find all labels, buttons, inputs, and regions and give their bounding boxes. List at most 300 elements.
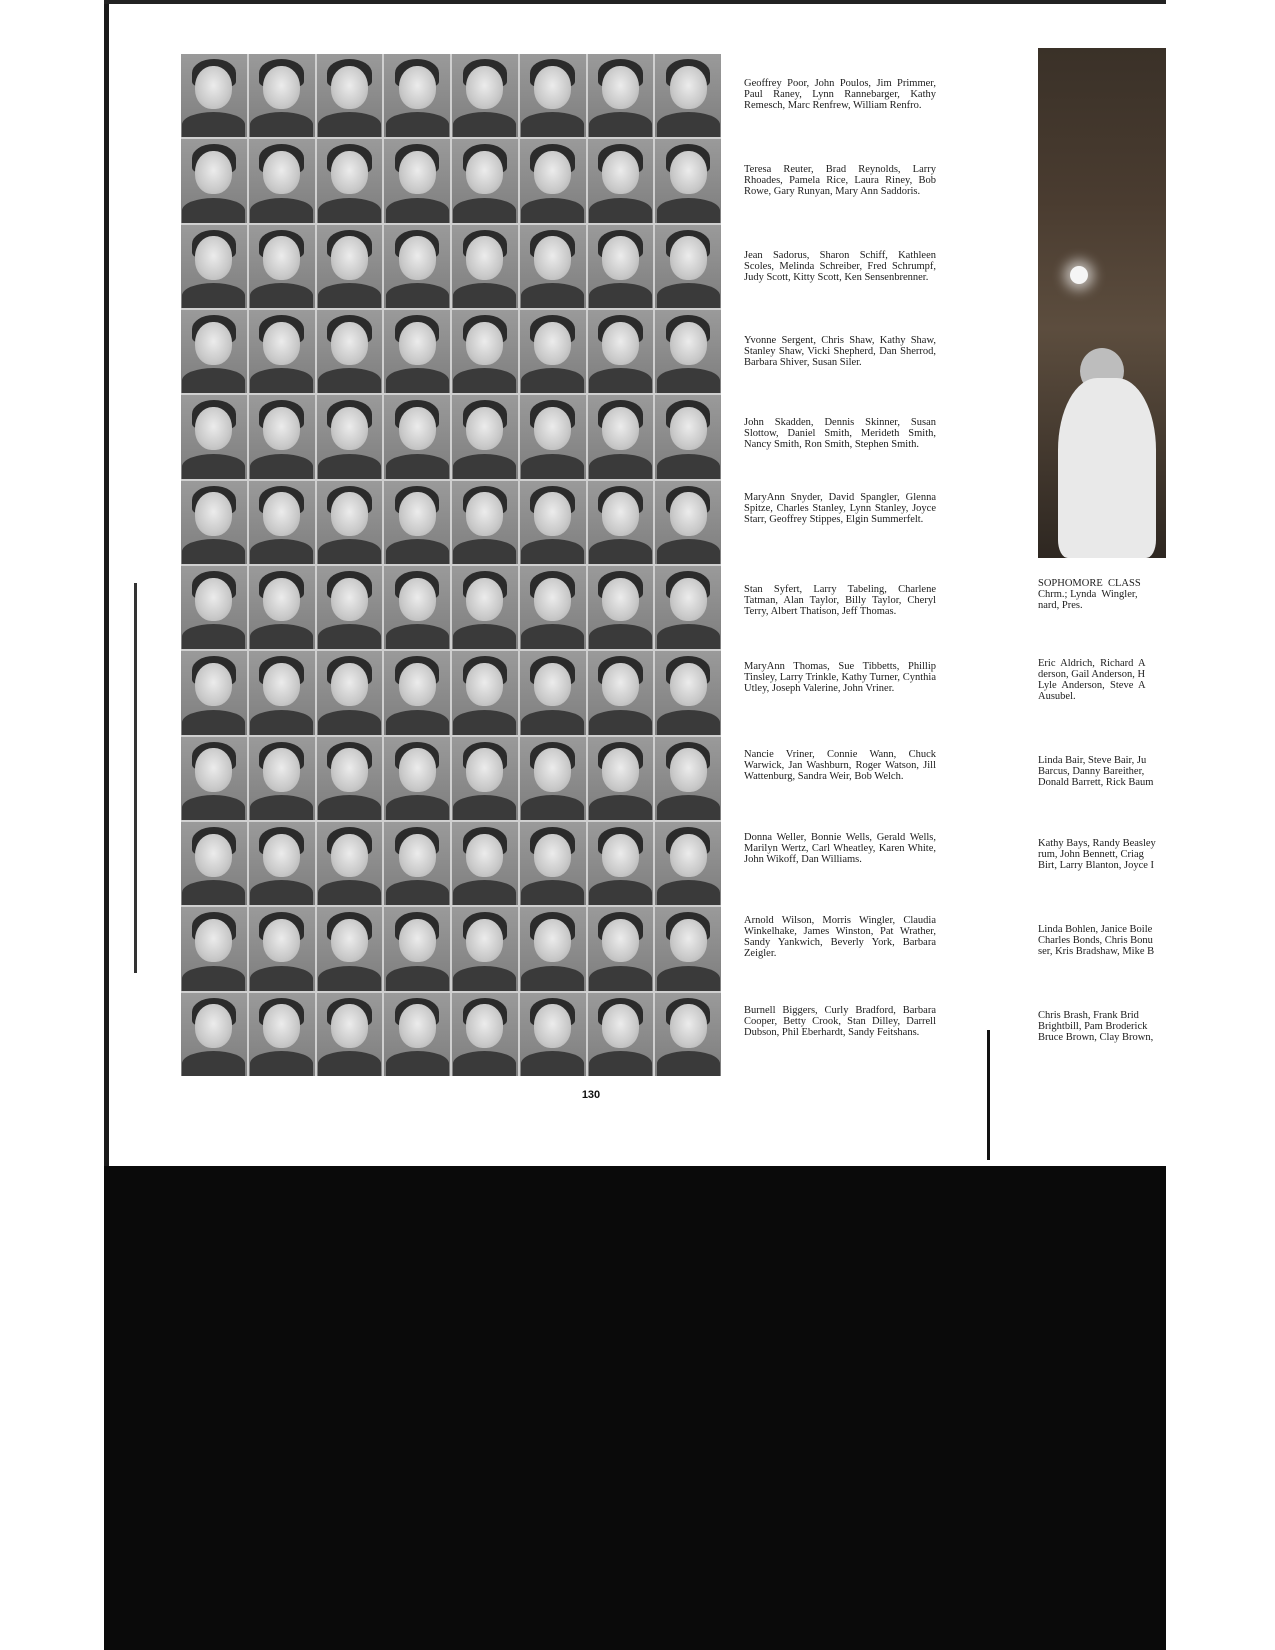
portrait-shoulders xyxy=(386,966,449,991)
portrait-face xyxy=(602,578,639,621)
portrait-shoulders xyxy=(657,112,720,137)
student-portrait xyxy=(452,54,518,137)
portrait-shoulders xyxy=(386,198,449,223)
portrait-shoulders xyxy=(182,283,245,308)
student-portrait xyxy=(249,822,315,905)
portrait-face xyxy=(399,322,436,365)
facing-caption-2: Linda Bair, Steve Bair, Ju Barcus, Danny Bareither, Donald Barrett, Rick Baum xyxy=(1038,755,1154,788)
portrait-face xyxy=(534,151,571,194)
student-portrait xyxy=(317,139,383,222)
portrait-shoulders xyxy=(521,112,584,137)
portrait-face xyxy=(670,748,707,791)
portrait-face xyxy=(331,1004,368,1047)
caption-row-3: Jean Sadorus, Sharon Schiff, Kathleen Scoles, Melinda Schreiber, Fred Schrumpf, Judy Scott, Kitty Scott, Ken Sensenbrenner. xyxy=(744,250,936,283)
portrait-shoulders xyxy=(521,966,584,991)
portrait-face xyxy=(534,236,571,279)
portrait-shoulders xyxy=(453,539,516,564)
portrait-shoulders xyxy=(521,539,584,564)
portrait-shoulders xyxy=(386,710,449,735)
portrait-face xyxy=(195,407,232,450)
portrait-face xyxy=(670,1004,707,1047)
portrait-shoulders xyxy=(386,624,449,649)
portrait-face xyxy=(263,1004,300,1047)
student-portrait xyxy=(520,907,586,990)
caption-row-6: MaryAnn Snyder, David Spangler, Glenna Spitze, Charles Stanley, Lynn Stanley, Joyce Starr, Geoffrey Stippes, Elgin Summerfelt. xyxy=(744,492,936,525)
student-portrait xyxy=(655,566,721,649)
portrait-shoulders xyxy=(657,880,720,905)
portrait-shoulders xyxy=(386,1051,449,1076)
student-portrait xyxy=(384,993,450,1076)
student-portrait xyxy=(181,822,247,905)
student-portrait xyxy=(655,737,721,820)
portrait-face xyxy=(263,578,300,621)
student-portrait xyxy=(452,225,518,308)
student-portrait xyxy=(655,225,721,308)
portrait-shoulders xyxy=(318,198,381,223)
student-portrait xyxy=(520,566,586,649)
portrait-face xyxy=(263,407,300,450)
student-portrait xyxy=(317,310,383,393)
portrait-face xyxy=(331,236,368,279)
portrait-face xyxy=(195,663,232,706)
portrait-face xyxy=(466,66,503,109)
student-portrait xyxy=(588,737,654,820)
portrait-shoulders xyxy=(250,880,313,905)
portrait-shoulders xyxy=(250,966,313,991)
portrait-shoulders xyxy=(453,880,516,905)
portrait-shoulders xyxy=(318,368,381,393)
student-portrait xyxy=(249,395,315,478)
student-portrait xyxy=(317,737,383,820)
portrait-shoulders xyxy=(386,454,449,479)
portrait-shoulders xyxy=(250,368,313,393)
portrait-face xyxy=(466,151,503,194)
student-portrait xyxy=(181,139,247,222)
student-portrait xyxy=(452,395,518,478)
portrait-shoulders xyxy=(182,1051,245,1076)
portrait-face xyxy=(670,578,707,621)
portrait-shoulders xyxy=(589,198,652,223)
portrait-face xyxy=(195,1004,232,1047)
portrait-face xyxy=(534,66,571,109)
caption-row-5: John Skadden, Dennis Skinner, Susan Slottow, Daniel Smith, Merideth Smith, Nancy Smith, Ron Smith, Stephen Smith. xyxy=(744,417,936,450)
portrait-shoulders xyxy=(318,1051,381,1076)
portrait-face xyxy=(534,1004,571,1047)
portrait-face xyxy=(466,407,503,450)
portrait-shoulders xyxy=(182,198,245,223)
student-portrait xyxy=(384,566,450,649)
portrait-face xyxy=(263,492,300,535)
portrait-shoulders xyxy=(453,795,516,820)
portrait-face xyxy=(331,407,368,450)
portrait-shoulders xyxy=(250,624,313,649)
portrait-shoulders xyxy=(250,1051,313,1076)
student-portrait xyxy=(317,566,383,649)
portrait-shoulders xyxy=(589,880,652,905)
portrait-face xyxy=(670,834,707,877)
portrait-shoulders xyxy=(453,198,516,223)
portrait-face xyxy=(195,236,232,279)
portrait-face xyxy=(195,492,232,535)
portrait-shoulders xyxy=(521,1051,584,1076)
portrait-face xyxy=(466,322,503,365)
portrait-shoulders xyxy=(318,966,381,991)
page-top-edge xyxy=(104,0,1166,4)
portrait-shoulders xyxy=(521,880,584,905)
portrait-shoulders xyxy=(453,368,516,393)
portrait-face xyxy=(195,151,232,194)
student-portrait xyxy=(520,395,586,478)
portrait-face xyxy=(195,578,232,621)
portrait-shoulders xyxy=(250,112,313,137)
student-portrait xyxy=(452,822,518,905)
portrait-face xyxy=(670,407,707,450)
portrait-face xyxy=(263,322,300,365)
portrait-shoulders xyxy=(589,1051,652,1076)
portrait-face xyxy=(534,407,571,450)
portrait-shoulders xyxy=(182,966,245,991)
portrait-face xyxy=(466,919,503,962)
student-portrait xyxy=(520,481,586,564)
facing-caption-1: Eric Aldrich, Richard A derson, Gail Anderson, H Lyle Anderson, Steve A Ausubel. xyxy=(1038,658,1146,702)
portrait-face xyxy=(195,834,232,877)
student-portrait xyxy=(249,907,315,990)
student-portrait xyxy=(655,310,721,393)
student-portrait xyxy=(588,907,654,990)
portrait-face xyxy=(195,66,232,109)
facing-caption-4: Linda Bohlen, Janice Boile Charles Bonds, Chris Bonu ser, Kris Bradshaw, Mike B xyxy=(1038,924,1155,957)
portrait-shoulders xyxy=(589,368,652,393)
student-portrait xyxy=(384,822,450,905)
facing-photo-caption: SOPHOMORE CLASS Chrm.; Lynda Wingler, nard, Pres. xyxy=(1038,578,1141,611)
student-portrait xyxy=(452,481,518,564)
portrait-face xyxy=(670,151,707,194)
portrait-face xyxy=(602,919,639,962)
portrait-face xyxy=(399,1004,436,1047)
portrait-face xyxy=(670,322,707,365)
student-portrait xyxy=(181,481,247,564)
portrait-face xyxy=(534,578,571,621)
portrait-face xyxy=(466,834,503,877)
portrait-face xyxy=(399,236,436,279)
portrait-shoulders xyxy=(182,880,245,905)
student-portrait xyxy=(384,225,450,308)
portrait-shoulders xyxy=(657,795,720,820)
student-portrait-grid xyxy=(181,54,721,1076)
portrait-shoulders xyxy=(657,283,720,308)
portrait-face xyxy=(534,663,571,706)
portrait-shoulders xyxy=(589,539,652,564)
portrait-shoulders xyxy=(657,454,720,479)
portrait-shoulders xyxy=(386,283,449,308)
student-portrait xyxy=(317,651,383,734)
portrait-shoulders xyxy=(318,795,381,820)
student-portrait xyxy=(655,822,721,905)
portrait-shoulders xyxy=(589,624,652,649)
portrait-shoulders xyxy=(657,198,720,223)
page-number: 130 xyxy=(581,1089,601,1101)
binding-fold xyxy=(987,1030,990,1160)
student-portrait xyxy=(655,395,721,478)
portrait-face xyxy=(195,748,232,791)
student-portrait xyxy=(520,225,586,308)
portrait-face xyxy=(399,748,436,791)
portrait-shoulders xyxy=(657,1051,720,1076)
student-portrait xyxy=(384,139,450,222)
student-portrait xyxy=(655,481,721,564)
portrait-face xyxy=(399,834,436,877)
student-portrait xyxy=(588,139,654,222)
portrait-shoulders xyxy=(521,795,584,820)
caption-row-9: Nancie Vriner, Connie Wann, Chuck Warwick, Jan Washburn, Roger Watson, Jill Wattenburg, Sandra Weir, Bob Welch. xyxy=(744,749,936,782)
student-portrait xyxy=(520,993,586,1076)
portrait-shoulders xyxy=(453,966,516,991)
portrait-face xyxy=(602,322,639,365)
portrait-face xyxy=(602,748,639,791)
portrait-face xyxy=(602,663,639,706)
student-portrait xyxy=(384,54,450,137)
portrait-shoulders xyxy=(250,198,313,223)
portrait-face xyxy=(399,66,436,109)
portrait-shoulders xyxy=(657,368,720,393)
portrait-face xyxy=(331,919,368,962)
portrait-shoulders xyxy=(521,368,584,393)
portrait-face xyxy=(399,663,436,706)
student-portrait xyxy=(317,993,383,1076)
portrait-shoulders xyxy=(521,710,584,735)
portrait-face xyxy=(670,663,707,706)
portrait-face xyxy=(602,1004,639,1047)
student-portrait xyxy=(384,310,450,393)
portrait-face xyxy=(466,492,503,535)
student-portrait xyxy=(249,139,315,222)
student-portrait xyxy=(655,907,721,990)
student-portrait xyxy=(588,225,654,308)
scanner-margin-right xyxy=(1166,0,1275,1650)
student-figure xyxy=(1058,378,1156,558)
portrait-face xyxy=(670,919,707,962)
portrait-shoulders xyxy=(318,454,381,479)
portrait-face xyxy=(534,919,571,962)
portrait-shoulders xyxy=(657,624,720,649)
portrait-shoulders xyxy=(318,283,381,308)
portrait-face xyxy=(399,492,436,535)
portrait-face xyxy=(670,492,707,535)
student-portrait xyxy=(317,907,383,990)
facing-caption-5: Chris Brash, Frank Brid Brightbill, Pam Broderick Bruce Brown, Clay Brown, xyxy=(1038,1010,1154,1043)
scan-artifact-bar xyxy=(134,583,137,973)
student-portrait xyxy=(181,651,247,734)
portrait-shoulders xyxy=(521,283,584,308)
portrait-face xyxy=(534,748,571,791)
student-portrait xyxy=(588,651,654,734)
portrait-face xyxy=(670,236,707,279)
portrait-face xyxy=(399,151,436,194)
student-portrait xyxy=(249,566,315,649)
student-portrait xyxy=(655,993,721,1076)
portrait-face xyxy=(263,66,300,109)
portrait-shoulders xyxy=(453,1051,516,1076)
student-portrait xyxy=(181,907,247,990)
student-portrait xyxy=(588,993,654,1076)
portrait-face xyxy=(670,66,707,109)
portrait-shoulders xyxy=(386,368,449,393)
student-portrait xyxy=(181,395,247,478)
portrait-face xyxy=(602,66,639,109)
student-portrait xyxy=(317,481,383,564)
facing-caption-3: Kathy Bays, Randy Beasley rum, John Bennett, Criag Birt, Larry Blanton, Joyce I xyxy=(1038,838,1156,871)
portrait-shoulders xyxy=(657,710,720,735)
portrait-face xyxy=(602,492,639,535)
portrait-shoulders xyxy=(182,795,245,820)
student-portrait xyxy=(317,225,383,308)
student-portrait xyxy=(181,54,247,137)
portrait-shoulders xyxy=(250,710,313,735)
caption-row-8: MaryAnn Thomas, Sue Tibbetts, Phillip Tinsley, Larry Trinkle, Kathy Turner, Cynthia Utley, Joseph Valerine, John Vriner. xyxy=(744,661,936,694)
student-portrait xyxy=(655,54,721,137)
student-portrait xyxy=(588,822,654,905)
student-portrait xyxy=(452,310,518,393)
caption-row-4: Yvonne Sergent, Chris Shaw, Kathy Shaw, Stanley Shaw, Vicki Shepherd, Dan Sherrod, Barbara Shiver, Susan Siler. xyxy=(744,335,936,368)
portrait-shoulders xyxy=(250,795,313,820)
caption-row-1: Geoffrey Poor, John Poulos, Jim Primmer, Paul Raney, Lynn Rannebarger, Kathy Remesch, Marc Renfrew, William Renfro. xyxy=(744,78,936,111)
student-portrait xyxy=(520,737,586,820)
student-portrait xyxy=(588,310,654,393)
portrait-face xyxy=(534,492,571,535)
student-portrait xyxy=(249,54,315,137)
portrait-shoulders xyxy=(589,966,652,991)
portrait-shoulders xyxy=(250,454,313,479)
student-portrait xyxy=(520,139,586,222)
lamp-highlight xyxy=(1070,266,1088,284)
portrait-shoulders xyxy=(182,112,245,137)
portrait-shoulders xyxy=(453,283,516,308)
student-portrait xyxy=(588,395,654,478)
portrait-shoulders xyxy=(318,112,381,137)
portrait-shoulders xyxy=(318,539,381,564)
student-portrait xyxy=(181,566,247,649)
portrait-face xyxy=(399,407,436,450)
portrait-face xyxy=(331,748,368,791)
student-portrait xyxy=(452,907,518,990)
portrait-shoulders xyxy=(318,624,381,649)
student-portrait xyxy=(655,139,721,222)
student-portrait xyxy=(249,737,315,820)
portrait-shoulders xyxy=(521,624,584,649)
portrait-shoulders xyxy=(453,710,516,735)
portrait-face xyxy=(263,834,300,877)
portrait-face xyxy=(331,834,368,877)
scanner-bed-shadow xyxy=(104,1166,1166,1650)
student-portrait xyxy=(588,54,654,137)
portrait-shoulders xyxy=(250,539,313,564)
student-portrait xyxy=(520,54,586,137)
student-portrait xyxy=(384,907,450,990)
portrait-face xyxy=(602,151,639,194)
portrait-face xyxy=(263,663,300,706)
student-portrait xyxy=(655,651,721,734)
portrait-face xyxy=(399,919,436,962)
portrait-face xyxy=(331,66,368,109)
student-portrait xyxy=(588,481,654,564)
portrait-face xyxy=(331,151,368,194)
student-portrait xyxy=(181,310,247,393)
portrait-face xyxy=(331,492,368,535)
student-portrait xyxy=(452,737,518,820)
student-portrait xyxy=(452,566,518,649)
portrait-face xyxy=(331,663,368,706)
portrait-face xyxy=(466,1004,503,1047)
portrait-face xyxy=(263,748,300,791)
student-portrait xyxy=(384,395,450,478)
student-portrait xyxy=(588,566,654,649)
portrait-face xyxy=(195,919,232,962)
student-portrait xyxy=(452,993,518,1076)
student-portrait xyxy=(249,651,315,734)
portrait-shoulders xyxy=(386,880,449,905)
portrait-face xyxy=(534,834,571,877)
portrait-face xyxy=(195,322,232,365)
portrait-face xyxy=(466,578,503,621)
portrait-face xyxy=(399,578,436,621)
portrait-shoulders xyxy=(182,454,245,479)
portrait-shoulders xyxy=(521,454,584,479)
caption-row-11: Arnold Wilson, Morris Wingler, Claudia Winkelhake, James Winston, Pat Wrather, Sandy Yankwich, Beverly York, Barbara Zeigler. xyxy=(744,915,936,959)
portrait-shoulders xyxy=(182,624,245,649)
portrait-shoulders xyxy=(318,880,381,905)
portrait-face xyxy=(331,322,368,365)
portrait-face xyxy=(466,748,503,791)
portrait-face xyxy=(602,834,639,877)
student-portrait xyxy=(181,737,247,820)
portrait-face xyxy=(602,236,639,279)
portrait-shoulders xyxy=(589,710,652,735)
scanner-margin xyxy=(0,0,104,1650)
portrait-shoulders xyxy=(453,454,516,479)
portrait-shoulders xyxy=(182,368,245,393)
student-portrait xyxy=(384,481,450,564)
portrait-shoulders xyxy=(453,624,516,649)
student-portrait xyxy=(181,993,247,1076)
student-portrait xyxy=(249,310,315,393)
student-portrait xyxy=(520,651,586,734)
portrait-shoulders xyxy=(453,112,516,137)
portrait-face xyxy=(466,236,503,279)
portrait-shoulders xyxy=(182,539,245,564)
portrait-shoulders xyxy=(318,710,381,735)
student-portrait xyxy=(452,139,518,222)
student-portrait xyxy=(520,822,586,905)
student-portrait xyxy=(249,993,315,1076)
portrait-shoulders xyxy=(521,198,584,223)
portrait-shoulders xyxy=(589,112,652,137)
caption-row-7: Stan Syfert, Larry Tabeling, Charlene Tatman, Alan Taylor, Billy Taylor, Cheryl Terry, Albert Thatison, Jeff Thomas. xyxy=(744,584,936,617)
student-portrait xyxy=(317,54,383,137)
portrait-shoulders xyxy=(657,966,720,991)
portrait-shoulders xyxy=(589,283,652,308)
portrait-shoulders xyxy=(250,283,313,308)
portrait-shoulders xyxy=(589,454,652,479)
portrait-face xyxy=(263,919,300,962)
caption-row-10: Donna Weller, Bonnie Wells, Gerald Wells, Marilyn Wertz, Carl Wheatley, Karen White, John Wikoff, Dan Williams. xyxy=(744,832,936,865)
portrait-face xyxy=(263,236,300,279)
student-portrait xyxy=(520,310,586,393)
caption-row-2: Teresa Reuter, Brad Reynolds, Larry Rhoades, Pamela Rice, Laura Riney, Bob Rowe, Gary Runyan, Mary Ann Saddoris. xyxy=(744,164,936,197)
portrait-face xyxy=(466,663,503,706)
portrait-face xyxy=(331,578,368,621)
student-portrait xyxy=(249,225,315,308)
caption-row-12: Burnell Biggers, Curly Bradford, Barbara Cooper, Betty Crook, Stan Dilley, Darrell Dubson, Phil Eberhardt, Sandy Feitshans. xyxy=(744,1005,936,1038)
